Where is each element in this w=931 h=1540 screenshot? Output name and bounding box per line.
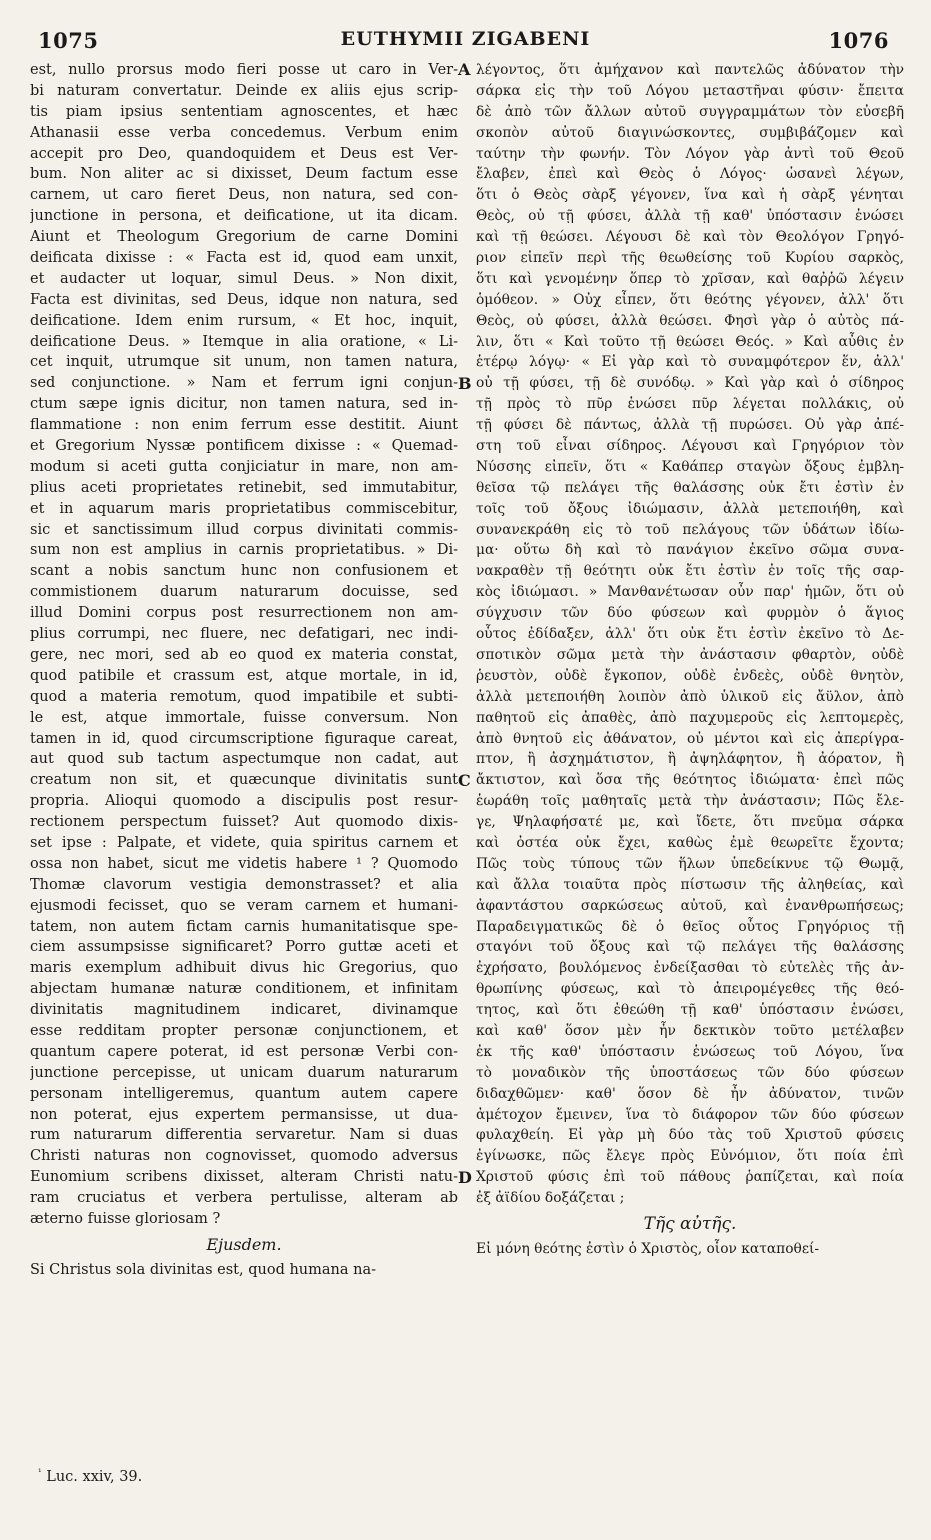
text-line: σποτικὸν σῶμα μετὰ τὴν ἀνάστασιν φθαρτὸν, οὐδὲ: [476, 646, 904, 663]
text-line: πτον, ἢ ἀσχημάτιστον, ἢ ἀψηλάφητον, ἢ ἀόρατον, ἢ: [476, 751, 904, 768]
text-line: sic et sanctissimum illud corpus divinitati commis-: [30, 521, 458, 538]
text-line: καὶ ἄλλα τοιαῦτα πρὸς πίστωσιν τῆς ἀληθείας, καὶ: [476, 876, 904, 893]
text-line: λέγοντος, ὅτι ἀμήχανον καὶ παντελῶς ἀδύνατον τὴν: [476, 62, 904, 78]
text-line: quod a materia remotum, quod impatibile et subti-: [30, 688, 458, 705]
text-line: ἐκ τῆς καθ' ὑπόστασιν ἑνώσεως τοῦ Λόγου, ἵνα: [476, 1043, 904, 1060]
footnote-mark: ¹: [38, 1468, 42, 1478]
text-line: φυλαχθείη. Εἰ γὰρ μὴ δύο τὰς τοῦ Χριστοῦ φύσεις: [476, 1127, 904, 1144]
text-line: sum non est amplius in carnis proprietatibus. » Di-: [30, 542, 458, 559]
text-line: accepit pro Deo, quandoquidem et Deus est Ver-: [30, 145, 458, 162]
text-line: le est, atque immortale, fuisse conversum. Non: [30, 709, 458, 726]
text-line: flammatione : non enim ferrum esse destitit. Aiunt: [30, 417, 458, 434]
text-line: Eunomium scribens dixisset, alteram Christi natu-: [30, 1169, 458, 1186]
text-line: τὸ μοναδικὸν τῆς ὑποστάσεως τῶν δύο φύσεων: [476, 1064, 904, 1081]
text-line: ejusmodi fecisset, quo se veram carnem et humani-: [30, 897, 458, 914]
greek-column: [476, 60, 904, 1260]
text-line: καὶ καθ' ὅσον μὲν ἦν δεκτικὸν τοῦτο μετέλαβεν: [476, 1022, 904, 1039]
page-number-right: 1076: [828, 28, 889, 53]
text-line: Θεὸς, οὐ φύσει, ἀλλὰ θεώσει. Φησὶ γὰρ ὁ αὐτὸς πά-: [476, 312, 904, 329]
text-line: divinitatis magnitudinem indicaret, divinamque: [30, 1002, 458, 1019]
text-line: commistionem duarum naturarum docuisse, sed: [30, 584, 458, 601]
text-line: λιν, ὅτι « Καὶ τοῦτο τῇ θεώσει Θεός. » Καὶ αὖθις ἐν: [476, 333, 904, 350]
text-line: junctione percepisse, ut unicam duarum naturarum: [30, 1064, 458, 1081]
text-line: ἄκτιστον, καὶ ὅσα τῆς θεότητος ἰδιώματα· ἐπεὶ πῶς: [476, 772, 904, 789]
section-marker: C: [458, 770, 471, 790]
text-line: plius aceti proprietates retinebit, sed immutabitur,: [30, 479, 458, 496]
text-line: τῇ πρὸς τὸ πῦρ ἑνώσει πῦρ λέγεται πολλάκις, οὐ: [476, 396, 904, 413]
text-line: Παραδειγματικῶς δὲ ὁ θεῖος οὗτος Γρηγόριος τῇ: [476, 918, 904, 935]
text-line: ἐξ ἀϊδίου δοξάζεται ;: [476, 1190, 625, 1207]
text-line: rum naturarum differentia servaretur. Nam si duas: [30, 1127, 458, 1144]
section-marker: B: [458, 373, 472, 393]
text-line: μα· οὕτω δὴ καὶ τὸ πανάγιον ἐκεῖνο σῶμα συνα-: [476, 542, 904, 559]
text-line: Facta est divinitas, sed Deus, idque non natura, sed: [30, 291, 458, 308]
text-line: νακραθὲν τῇ θεότητι οὐκ ἔτι ἐστὶν ἐν τοῖς τῆς σαρ-: [476, 563, 904, 580]
text-line: οὐ τῇ φύσει, τῇ δὲ συνόδῳ. » Καὶ γὰρ καὶ ὁ σίδηρος: [476, 375, 904, 392]
text-line: ριον εἰπεῖν περὶ τῆς θεωθείσης τοῦ Κυρίου σαρκὸς,: [476, 250, 904, 267]
text-line: est, nullo prorsus modo fieri posse ut caro in Ver-: [30, 62, 458, 78]
text-line: junctione in persona, et deificatione, ut ita dicam.: [30, 208, 458, 225]
text-line: tamen in id, quod circumscriptione figuraque careat,: [30, 730, 458, 747]
text-line: ciem assumpsisse significaret? Porro guttæ aceti et: [30, 939, 458, 956]
text-line: et in aquarum maris proprietatibus commiscebitur,: [30, 500, 458, 517]
text-line: δὲ ἀπὸ τῶν ἄλλων αὐτοῦ συγγραμμάτων τὸν εὐσεβῆ: [476, 103, 904, 120]
text-line: ῥευστὸν, οὐδὲ ἔγκοπον, οὐδὲ ἐνδεὲς, οὐδὲ θνητὸν,: [476, 667, 904, 684]
text-line: τητος, καὶ ὅτι ἐθεώθη τῇ καθ' ὑπόστασιν ἑνώσει,: [476, 1002, 904, 1019]
text-line: οὗτος ἐδίδαξεν, ἀλλ' ὅτι οὐκ ἔτι ἐστὶν ἐκεῖνο τὸ Δε-: [476, 626, 904, 643]
text-line: καὶ τῇ θεώσει. Λέγουσι δὲ καὶ τὸν Θεολόγον Γρηγό-: [476, 229, 904, 246]
text-line: cet inquit, utrumque sit unum, non tamen natura,: [30, 354, 458, 371]
text-line: θεῖσα τῷ πελάγει τῆς θαλάσσης οὐκ ἔτι ἐστὶν ἐν: [476, 479, 904, 496]
text-line: ἀμέτοχον ἔμεινεν, ἵνα τὸ διάφορον τῶν δύο φύσεων: [476, 1106, 904, 1123]
text-line: rectionem perspectum fuisset? Aut quomodo dixis-: [30, 814, 458, 831]
section-marker: D: [458, 1167, 472, 1187]
text-line: ἀλλὰ μετεποιήθη λοιπὸν ἀπὸ ὑλικοῦ εἰς ἄϋλον, ἀπὸ: [476, 688, 904, 705]
section-marker: A: [458, 60, 471, 79]
page-header: [0, 0, 931, 58]
text-line: ταύτην τὴν φωνήν. Τὸν Λόγον γὰρ ἀντὶ τοῦ Θεοῦ: [476, 145, 904, 162]
text-line: modum si aceti gutta conjiciatur in mare, non am-: [30, 458, 458, 475]
text-line: Πῶς τοὺς τύπους τῶν ἥλων ὑπεδείκνυε τῷ Θωμᾷ,: [476, 855, 904, 872]
text-line: σταγόνι τοῦ ὄξους καὶ τῷ πελάγει τῆς θαλάσσης: [476, 939, 904, 956]
text-line: Athanasii esse verba concedemus. Verbum enim: [30, 124, 458, 141]
text-line: deificatione. Idem enim rursum, « Et hoc, inquit,: [30, 312, 458, 329]
text-line: ἐγίνωσκε, πῶς ἔλεγε πρὸς Εὐνόμιον, ὅτι ποία ἐπὶ: [476, 1148, 904, 1165]
text-line: ἀφαντάστου σαρκώσεως αὐτοῦ, καὶ ἐνανθρωπήσεως;: [476, 897, 904, 914]
text-line: deificatione Deus. » Itemque in alia oratione, « Li-: [30, 333, 458, 350]
text-line: quantum capere poterat, id est personæ Verbi con-: [30, 1043, 458, 1060]
text-line: ἀπὸ θνητοῦ εἰς ἀθάνατον, οὐ μέντοι καὶ εἰς ἀπερίγρα-: [476, 730, 904, 747]
text-line: ὁμόθεον. » Οὐχ εἶπεν, ὅτι θεότης γέγονεν, ἀλλ' ὅτι: [476, 291, 904, 308]
text-line: æterno fuisse gloriosam ?: [30, 1210, 221, 1227]
text-line: Χριστοῦ φύσις ἐπὶ τοῦ πάθους ῥαπίζεται, καὶ ποία: [476, 1169, 904, 1186]
text-line: Εἰ μόνη θεότης ἐστὶν ὁ Χριστὸς, οἷον καταποθεί-: [476, 1240, 820, 1257]
text-line: propria. Alioqui quomodo a discipulis post resur-: [30, 793, 458, 810]
text-line: ossa non habet, sicut me videtis habere ¹ ? Quomodo: [30, 855, 458, 872]
text-line: Aiunt et Theologum Gregorium de carne Domini: [30, 229, 458, 246]
text-line: illud Domini corpus post resurrectionem non am-: [30, 605, 458, 622]
footnote: [38, 1468, 142, 1485]
text-line: bi naturam convertatur. Deinde ex aliis ejus scrip-: [30, 82, 458, 99]
text-line: ἑωράθη τοῖς μαθηταῖς μετὰ τὴν ἀνάστασιν; Πῶς ἔλε-: [476, 793, 904, 810]
text-line: Θεὸς, οὐ τῇ φύσει, ἀλλὰ τῇ καθ' ὑπόστασιν ἑνώσει: [476, 208, 904, 225]
running-title: EUTHYMII ZIGABENI: [340, 28, 591, 50]
latin-column: [30, 60, 458, 1281]
text-line: quod patibile et crassum est, atque mortale, in id,: [30, 667, 458, 684]
text-line: ram cruciatus et verbera pertulisse, alteram ab: [30, 1190, 458, 1207]
section-subheading: Ejusdem.: [206, 1234, 282, 1254]
text-line: et Gregorium Nyssæ pontificem dixisse : « Quemad-: [30, 438, 458, 455]
text-line: gere, nec mori, sed ab eo quod ex materia constat,: [30, 646, 458, 663]
text-line: Christi naturas non cognovisset, quomodo adversus: [30, 1148, 458, 1165]
text-line: non poterat, ejus expertem permansisse, ut dua-: [30, 1106, 458, 1123]
text-line: deificata dixisse : « Facta est id, quod eam unxit,: [30, 250, 458, 267]
text-line: esse redditam propter personæ conjunctionem, et: [30, 1022, 458, 1039]
text-line: Si Christus sola divinitas est, quod humana na-: [30, 1261, 377, 1278]
page-number-left: 1075: [38, 28, 99, 53]
text-line: aut quod sub tactum aspectumque non cadat, aut: [30, 751, 458, 768]
text-line: plius corrumpi, nec fluere, nec defatigari, nec indi-: [30, 626, 458, 643]
text-line: tis piam ipsius sententiam agnoscentes, et hæc: [30, 103, 458, 120]
text-line: ὅτι ὁ Θεὸς σὰρξ γέγονεν, ἵνα καὶ ἡ σὰρξ γένηται: [476, 187, 904, 204]
text-line: στη τοῦ εἶναι σίδηρος. Λέγουσι καὶ Γρηγόριον τὸν: [476, 438, 904, 455]
text-line: tatem, non autem fictam carnis humanitatisque spe-: [30, 918, 458, 935]
text-line: sed conjunctione. » Nam et ferrum igni conjun-: [30, 375, 458, 392]
text-line: σύγχυσιν τῶν δύο φύσεων καὶ φυρμὸν ὁ ἅγιος: [476, 605, 904, 622]
text-line: θρωπίνης φύσεως, καὶ τὸ ἀπειρομέγεθες τῆς θεό-: [476, 981, 904, 998]
text-line: γε, Ψηλαφήσατέ με, καὶ ἴδετε, ὅτι πνεῦμα σάρκα: [476, 814, 904, 831]
text-line: et audacter ut loquar, simul Deus. » Non dixit,: [30, 270, 458, 287]
text-line: ἔλαβεν, ἐπεὶ καὶ Θεὸς ὁ Λόγος· ὡσανεὶ λέγων,: [476, 166, 904, 183]
text-line: ἐχρήσατο, βουλόμενος ἐνδείξασθαι τὸ εὐτελὲς τῆς ἀν-: [476, 960, 904, 977]
text-line: σκοπὸν αὐτοῦ διαγινώσκοντες, συμβιβάζομεν καὶ: [476, 124, 904, 141]
text-line: τῇ φύσει δὲ πάντως, ἀλλὰ τῇ πυρώσει. Οὐ γὰρ ἀπέ-: [476, 417, 904, 434]
text-line: κὸς ἰδιώμασι. » Μανθανέτωσαν οὖν παρ' ἡμῶν, ὅτι οὐ: [476, 584, 904, 601]
text-line: abjectam humanæ naturæ conditionem, et infinitam: [30, 981, 458, 998]
text-line: παθητοῦ εἰς ἀπαθὲς, ἀπὸ παχυμεροῦς εἰς λεπτομερὲς,: [476, 709, 904, 726]
text-line: personam intelligeremus, quantum autem capere: [30, 1085, 458, 1102]
text-line: σάρκα εἰς τὴν τοῦ Λόγου μεταστῆναι φύσιν· ἔπειτα: [476, 82, 904, 99]
text-line: maris exemplum adhibuit divus hic Gregorius, quo: [30, 960, 458, 977]
text-line: συνανεκράθη εἰς τὸ τοῦ πελάγους τῶν ὑδάτων ἰδίω-: [476, 521, 904, 538]
text-line: Thomæ clavorum vestigia demonstrasset? et alia: [30, 876, 458, 893]
footnote-text: Luc. xxiv, 39.: [46, 1468, 143, 1485]
text-line: ctum sæpe ignis dicitur, non tamen natura, sed in-: [30, 396, 458, 413]
text-line: ἑτέρῳ λόγῳ· « Εἰ γὰρ καὶ τὸ συναμφότερον ἕν, ἀλλ': [476, 354, 904, 371]
text-line: καὶ ὀστέα οὐκ ἔχει, καθὼς ἐμὲ θεωρεῖτε ἔχοντα;: [476, 834, 904, 851]
text-line: Νύσσης εἰπεῖν, ὅτι « Καθάπερ σταγὼν ὄξους ἐμβλη-: [476, 458, 904, 475]
text-line: set ipse : Palpate, et videte, quia spiritus carnem et: [30, 834, 458, 851]
text-line: carnem, ut caro fieret Deus, non natura, sed con-: [30, 187, 458, 204]
text-line: scant a nobis sanctum hunc non confusionem et: [30, 563, 458, 580]
text-line: ὅτι καὶ γενομένην ὅπερ τὸ χρῖσαν, καὶ θαῤῥῶ λέγειν: [476, 270, 904, 287]
text-line: bum. Non aliter ac si dixisset, Deum factum esse: [30, 166, 458, 183]
text-line: creatum non sit, et quæcunque divinitatis sunt: [30, 772, 458, 789]
text-line: διδαχθῶμεν· καθ' ὅσον δὲ ἦν ἀδύνατον, τινῶν: [476, 1085, 904, 1102]
text-line: τοῖς τοῦ ὄξους ἰδιώμασιν, ἀλλὰ μετεποιήθη, καὶ: [476, 500, 904, 517]
section-subheading: Τῆς αὐτῆς.: [643, 1213, 737, 1234]
